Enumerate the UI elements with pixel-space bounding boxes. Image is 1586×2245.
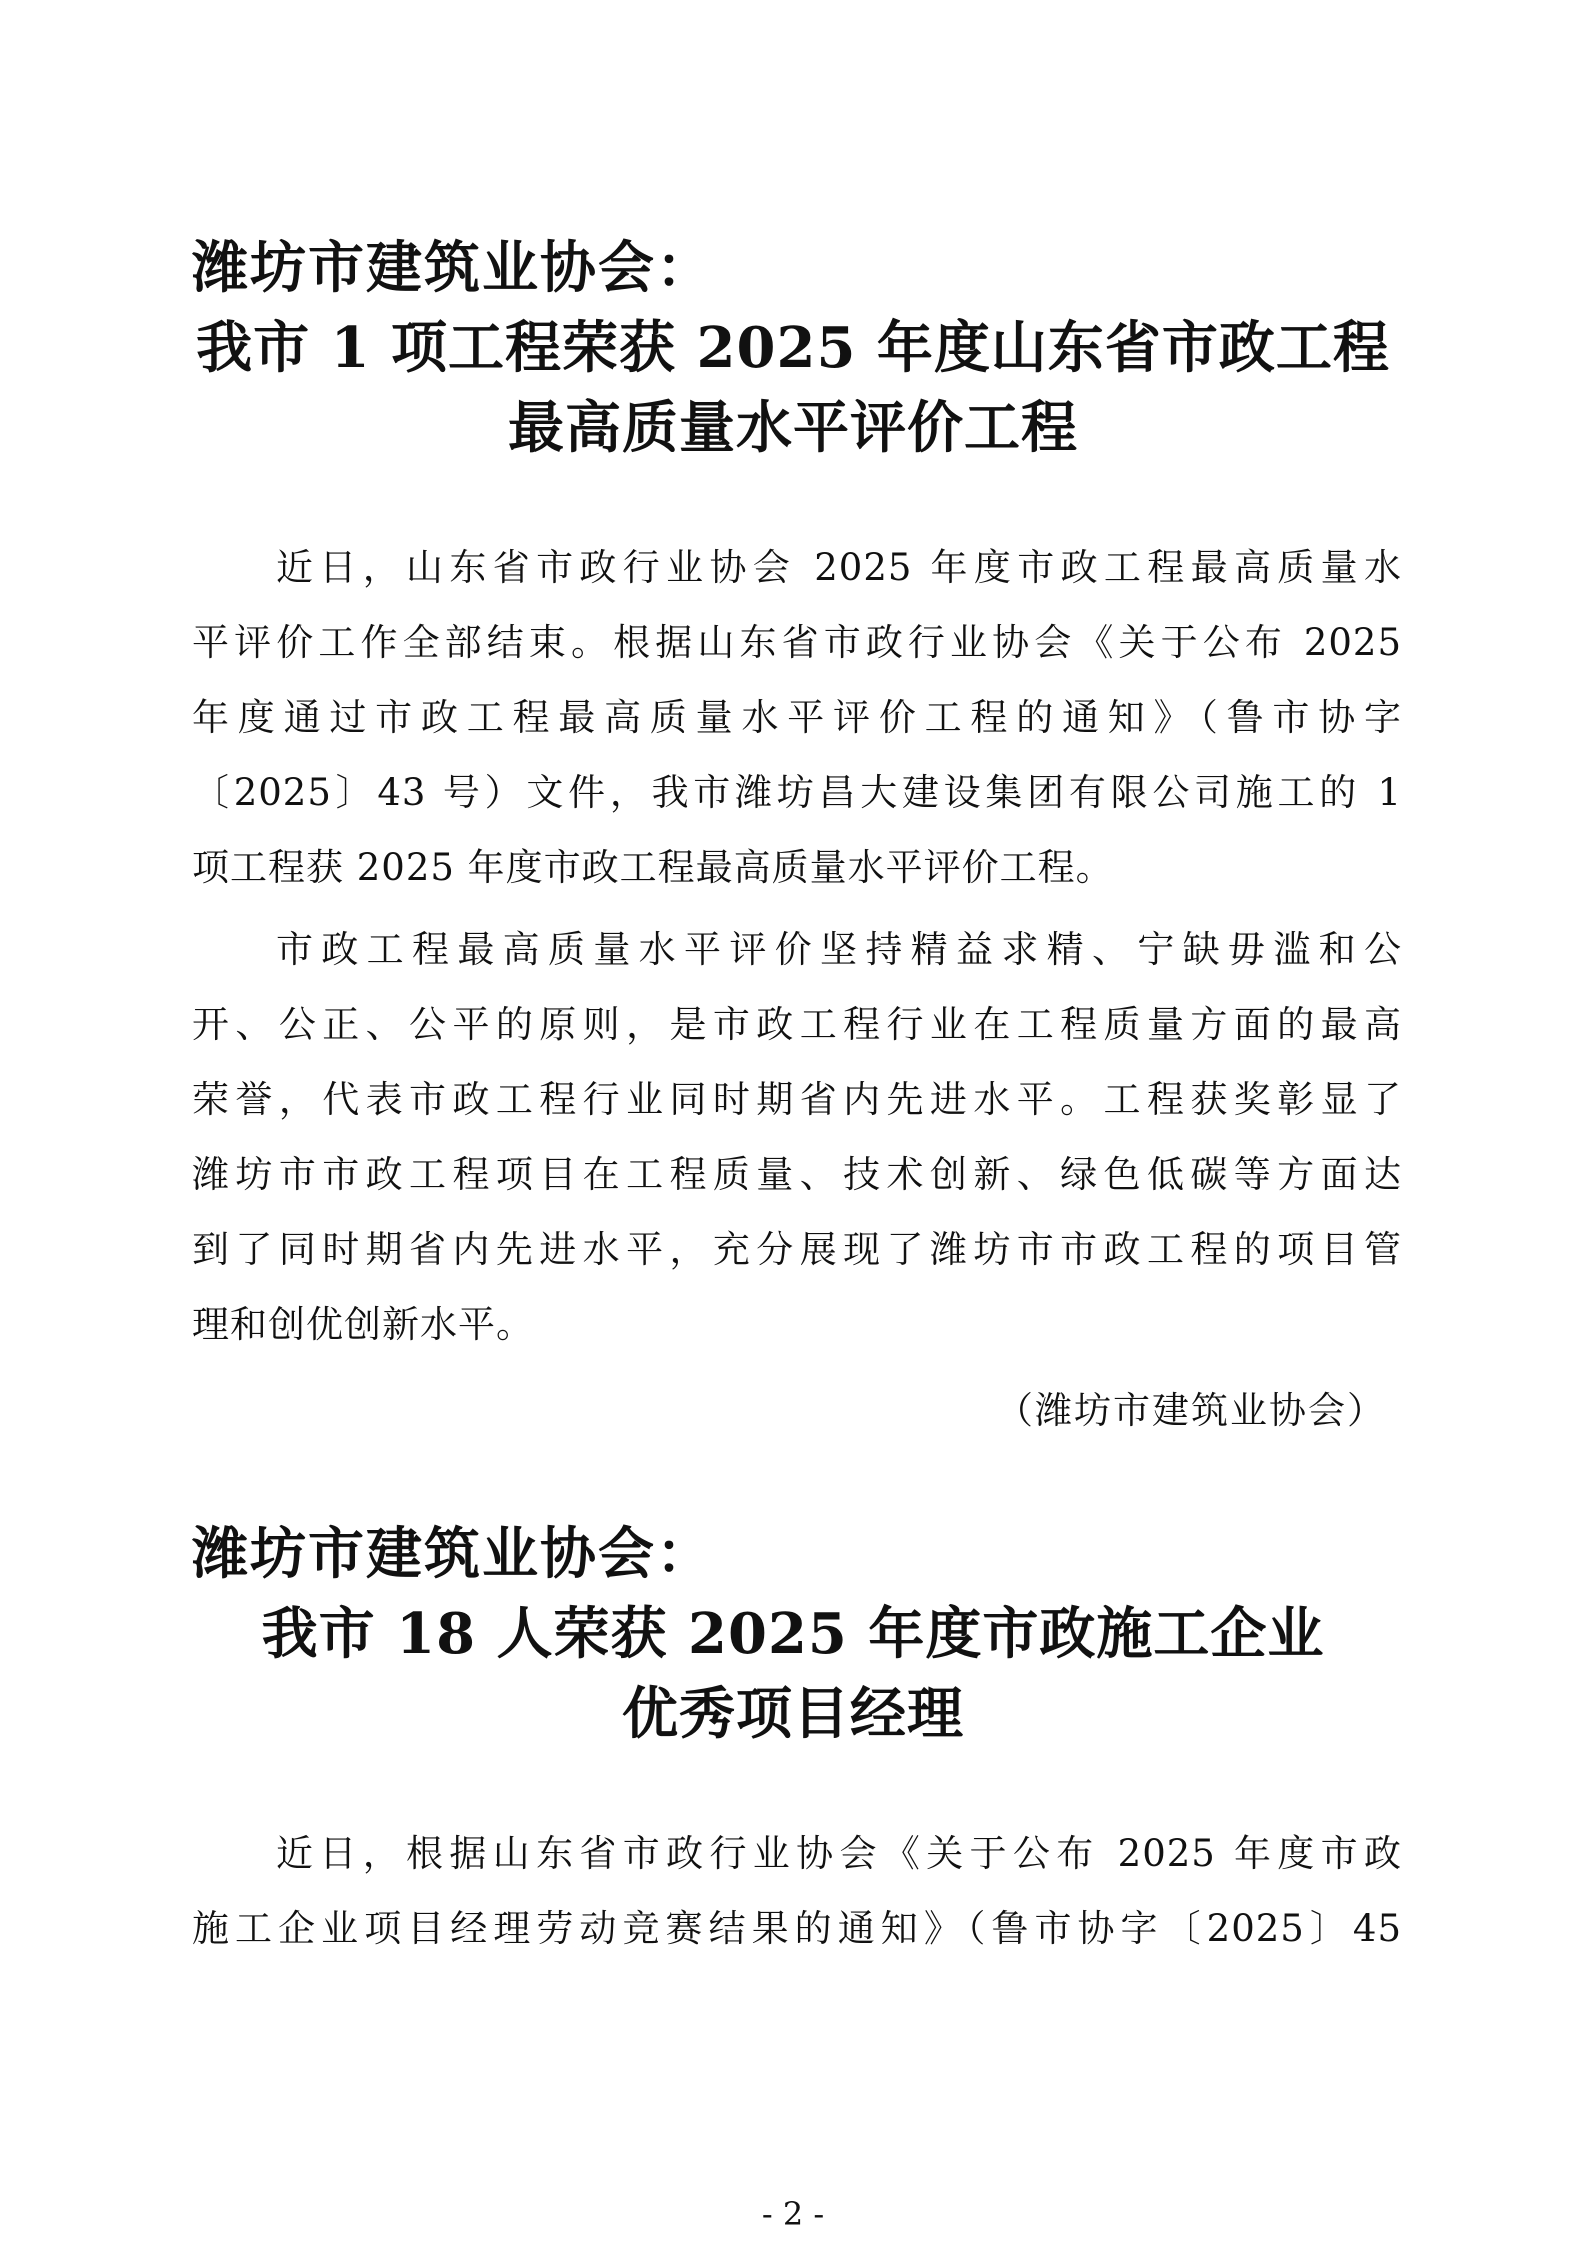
text-line: 到了同时期省内先进水平，充分展现了潍坊市市政工程的项目管 xyxy=(192,1228,1402,1271)
article1-paragraph-2 xyxy=(192,912,1402,1362)
article1-attribution: （潍坊市建筑业协会） xyxy=(996,1389,1386,1432)
page-number: - 2 - xyxy=(761,2195,825,2233)
text-line: 潍坊市市政工程项目在工程质量、技术创新、绿色低碳等方面达 xyxy=(192,1153,1402,1196)
text-line: 项工程获 2025 年度市政工程最高质量水平评价工程。 xyxy=(192,846,1114,889)
text-line: 年度通过市政工程最高质量水平评价工程的通知》（鲁市协字 xyxy=(192,696,1402,739)
article1-headline-line-2: 最高质量水平评价工程 xyxy=(508,395,1078,461)
article2-headline-line-2: 优秀项目经理 xyxy=(622,1681,964,1747)
article1-org-title: 潍坊市建筑业协会： xyxy=(192,235,714,301)
article1-paragraph-1 xyxy=(192,530,1402,905)
text-line: 理和创优创新水平。 xyxy=(192,1303,534,1346)
article2-org-title: 潍坊市建筑业协会： xyxy=(192,1521,714,1587)
text-line: 施工企业项目经理劳动竞赛结果的通知》（鲁市协字〔2025〕45 xyxy=(192,1907,1402,1950)
article1-headline-line-1: 我市 1 项工程荣获 2025 年度山东省市政工程 xyxy=(196,315,1390,381)
article2-headline-line-1: 我市 18 人荣获 2025 年度市政施工企业 xyxy=(261,1601,1325,1667)
text-line: 近日，根据山东省市政行业协会《关于公布 2025 年度市政 xyxy=(276,1832,1402,1875)
text-line: 近日，山东省市政行业协会 2025 年度市政工程最高质量水 xyxy=(276,546,1402,589)
text-line: 开、公正、公平的原则，是市政工程行业在工程质量方面的最高 xyxy=(192,1003,1402,1046)
text-line: 市政工程最高质量水平评价坚持精益求精、宁缺毋滥和公 xyxy=(276,928,1402,971)
text-line: 〔2025〕43 号）文件，我市潍坊昌大建设集团有限公司施工的 1 xyxy=(192,771,1402,814)
text-line: 荣誉，代表市政工程行业同时期省内先进水平。工程获奖彰显了 xyxy=(192,1078,1402,1121)
article2-paragraph-1 xyxy=(192,1816,1402,1966)
text-line: 平评价工作全部结束。根据山东省市政行业协会《关于公布 2025 xyxy=(192,621,1402,664)
